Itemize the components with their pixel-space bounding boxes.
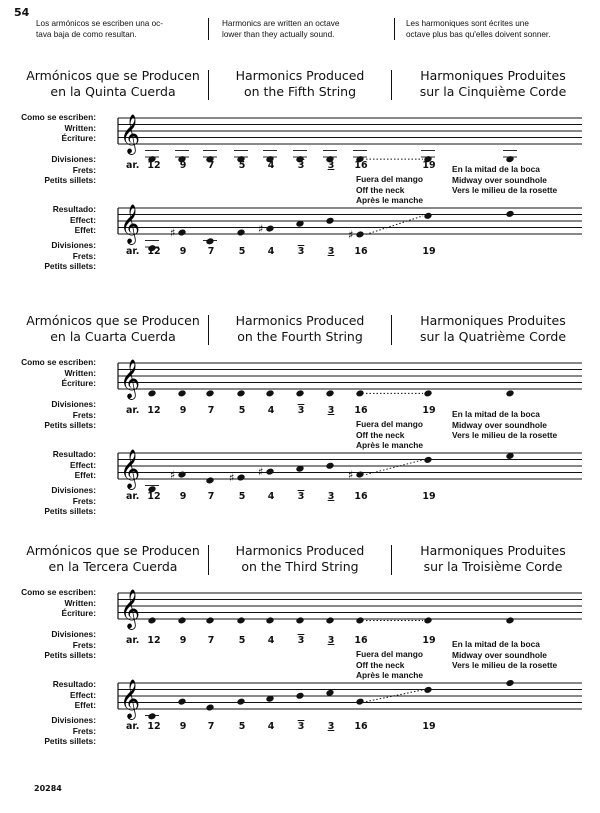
label-line: Frets:	[72, 164, 96, 175]
fret-number-lower: 3	[327, 246, 335, 257]
intro-french	[406, 18, 596, 40]
label-line: Effect:	[69, 689, 96, 700]
label-line: Divisiones:	[51, 240, 96, 250]
fret-prefix: ar.	[126, 635, 140, 646]
fret-number: 5	[238, 635, 246, 646]
fret-number: 3	[297, 635, 305, 646]
written-note-head	[505, 155, 514, 163]
written-note-head	[236, 616, 245, 624]
written-note-head	[147, 389, 156, 397]
effect-note-head	[355, 230, 364, 238]
effect-note-head	[205, 237, 214, 245]
intro-es-line: Los armónicos se escriben una oc-	[36, 19, 163, 28]
effect-note-head	[505, 679, 514, 687]
fret-number: 9	[179, 160, 187, 171]
label-line: Petits sillets:	[44, 650, 96, 660]
fret-number-lower: 19	[422, 491, 436, 502]
fret-number-lower: 3	[297, 246, 305, 257]
label-line: Effet:	[74, 700, 96, 710]
effect-note-head	[423, 686, 432, 694]
divider	[208, 18, 209, 40]
label-line: Effet:	[74, 470, 96, 480]
note-line: Vers le milieu de la rosette	[452, 660, 558, 670]
label-line: Resultado:	[52, 679, 96, 689]
fret-number-lower: 9	[179, 491, 187, 502]
fret-number-lower: 3	[297, 721, 305, 732]
plate-number: 20284	[34, 784, 62, 793]
fret-number: 12	[147, 635, 161, 646]
note-line: Off the neck	[356, 184, 405, 195]
fret-number: 16	[354, 160, 368, 171]
written-note-head	[295, 616, 304, 624]
note-line: Midway over soundhole	[452, 419, 547, 430]
intro-fr-line: octave plus bas qu'elles doivent sonner.	[406, 30, 551, 39]
label-line: Written:	[64, 597, 96, 608]
effect-note-head	[355, 698, 364, 706]
dotted-extension-line	[366, 216, 423, 235]
note-line: Off the neck	[356, 429, 405, 440]
written-note-head	[265, 389, 274, 397]
fret-number-lower: 4	[267, 491, 275, 502]
fret-number: 3	[297, 405, 305, 416]
fret-number-lower: 5	[238, 246, 246, 257]
note-line: Après le manche	[356, 440, 424, 450]
label-line: Petits sillets:	[44, 420, 96, 430]
heading-line: sur la Cinquième Corde	[419, 83, 567, 99]
fret-number-lower: 7	[207, 721, 215, 732]
heading-line: en la Tercera Cuerda	[48, 558, 178, 574]
fret-number: 4	[267, 635, 275, 646]
heading-line: on the Fifth String	[243, 83, 357, 99]
fret-number-lower: 3	[327, 491, 335, 502]
note-line: Vers le milieu de la rosette	[452, 185, 558, 195]
intro-es-line: tava baja de como resultan.	[36, 30, 137, 39]
label-line: Como se escriben:	[21, 587, 96, 597]
fret-number-lower: 9	[179, 721, 187, 732]
treble-clef-icon: 𝄞	[120, 359, 141, 399]
effect-note-head	[236, 228, 245, 236]
effect-note-head	[205, 703, 214, 711]
written-note-head	[177, 389, 186, 397]
effect-note-head	[177, 471, 186, 479]
label-line: Écriture:	[61, 133, 96, 143]
effect-note-head	[265, 468, 274, 476]
note-line: Après le manche	[356, 195, 424, 205]
fret-number: 4	[267, 405, 275, 416]
written-note-head	[295, 389, 304, 397]
written-note-head	[147, 616, 156, 624]
heading-line: Harmoniques Produites	[420, 68, 566, 83]
fret-number-lower: 16	[354, 491, 368, 502]
written-note-head	[265, 616, 274, 624]
heading-line: on the Third String	[241, 558, 359, 574]
label-line: Divisiones:	[51, 485, 96, 495]
effect-note-head	[295, 692, 304, 700]
fret-number: 16	[354, 635, 368, 646]
intro-en-line: lower than they actually sound.	[222, 30, 335, 39]
label-line: Frets:	[72, 495, 96, 506]
heading-line: Armónicos que se Producen	[26, 68, 200, 83]
label-line: Effect:	[69, 214, 96, 225]
off-the-neck-note	[356, 419, 423, 451]
written-note-head	[177, 616, 186, 624]
label-line: Como se escriben:	[21, 112, 96, 122]
effect-note-head	[355, 471, 364, 479]
fret-number-lower: 12	[147, 721, 161, 732]
label-line: Petits sillets:	[44, 736, 96, 746]
label-line: Écriture:	[61, 378, 96, 388]
effect-note-head	[177, 228, 186, 236]
fret-number: 7	[207, 635, 215, 646]
note-line: Après le manche	[356, 670, 424, 680]
treble-clef-icon: 𝄞	[120, 114, 141, 154]
treble-clef-icon: 𝄞	[120, 589, 141, 629]
fret-number: 7	[207, 160, 215, 171]
effect-note-head	[423, 212, 432, 220]
note-line: Midway over soundhole	[452, 649, 547, 660]
effect-note-head	[423, 456, 432, 464]
fret-prefix: ar.	[126, 160, 140, 171]
fret-number: 19	[422, 635, 436, 646]
label-line: Petits sillets:	[44, 261, 96, 271]
written-note-head	[325, 616, 334, 624]
note-line: En la mitad de la boca	[452, 164, 540, 174]
written-note-head	[355, 389, 364, 397]
section-fourth-string	[0, 313, 600, 516]
fret-number-lower: 7	[207, 246, 215, 257]
effect-note-head	[265, 225, 274, 233]
section-fifth-string	[0, 68, 600, 271]
soundhole-note	[452, 639, 557, 671]
label-line: Written:	[64, 367, 96, 378]
note-line: Fuera del mango	[356, 649, 424, 659]
note-line: Midway over soundhole	[452, 174, 547, 185]
effect-note-head	[177, 698, 186, 706]
fret-prefix: ar.	[126, 405, 140, 416]
treble-clef-icon: 𝄞	[120, 204, 141, 244]
label-line: Effet:	[74, 225, 96, 235]
effect-note-head	[236, 698, 245, 706]
fret-number-lower: 16	[354, 246, 368, 257]
written-note-head	[423, 389, 432, 397]
fret-number: 19	[422, 160, 436, 171]
section-third-string	[0, 543, 600, 746]
fret-number-lower: 3	[297, 491, 305, 502]
fret-number: 5	[238, 160, 246, 171]
fret-number-lower: 12	[147, 246, 161, 257]
fret-number-lower: 4	[267, 721, 275, 732]
note-line: Vers le milieu de la rosette	[452, 430, 558, 440]
fret-prefix: ar.	[126, 721, 140, 732]
soundhole-note	[452, 164, 557, 196]
sharp-icon: ♯	[348, 468, 354, 482]
written-note-head	[505, 389, 514, 397]
effect-note-head	[325, 217, 334, 225]
fret-number: 12	[147, 405, 161, 416]
intro-fr-line: Les harmoniques sont écrites une	[406, 19, 529, 28]
label-line: Divisiones:	[51, 629, 96, 639]
fret-number: 9	[179, 635, 187, 646]
fret-number: 7	[207, 405, 215, 416]
sharp-icon: ♯	[170, 226, 176, 240]
fret-number-lower: 19	[422, 246, 436, 257]
label-line: Frets:	[72, 725, 96, 736]
written-note-head	[205, 389, 214, 397]
fret-number-lower: 3	[327, 721, 335, 732]
fret-prefix: ar.	[126, 246, 140, 257]
label-line: Como se escriben:	[21, 357, 96, 367]
effect-note-head	[205, 476, 214, 484]
heading-line: Harmonics Produced	[235, 68, 365, 83]
fret-number-lower: 9	[179, 246, 187, 257]
fret-number-lower: 4	[267, 246, 275, 257]
label-line: Resultado:	[52, 204, 96, 214]
sharp-icon: ♯	[229, 471, 235, 485]
label-line: Petits sillets:	[44, 506, 96, 516]
intro-spanish	[36, 18, 206, 40]
heading-line: Harmonics Produced	[235, 543, 365, 558]
note-line: En la mitad de la boca	[452, 639, 540, 649]
label-line: Divisiones:	[51, 715, 96, 725]
fret-number: 9	[179, 405, 187, 416]
fret-number-lower: 5	[238, 491, 246, 502]
label-line: Frets:	[72, 250, 96, 261]
label-line: Divisiones:	[51, 154, 96, 164]
label-line: Frets:	[72, 409, 96, 420]
fret-number: 16	[354, 405, 368, 416]
sharp-icon: ♯	[258, 465, 264, 479]
intro-english	[222, 18, 392, 40]
heading-line: Armónicos que se Producen	[26, 313, 200, 328]
sharp-icon: ♯	[348, 228, 354, 242]
written-note-head	[355, 616, 364, 624]
fret-number-lower: 5	[238, 721, 246, 732]
label-line: Divisiones:	[51, 399, 96, 409]
intro-en-line: Harmonics are written an octave	[222, 19, 340, 28]
effect-note-head	[325, 462, 334, 470]
label-line: Resultado:	[52, 449, 96, 459]
label-line: Written:	[64, 122, 96, 133]
fret-number: 12	[147, 160, 161, 171]
treble-clef-icon: 𝄞	[120, 679, 141, 719]
off-the-neck-note	[356, 174, 423, 206]
label-line: Écriture:	[61, 608, 96, 618]
written-note-head	[423, 616, 432, 624]
heading-line: sur la Quatrième Corde	[419, 328, 567, 344]
fret-number-lower: 16	[354, 721, 368, 732]
note-line: En la mitad de la boca	[452, 409, 540, 419]
effect-note-head	[147, 712, 156, 720]
fret-number-lower: 12	[147, 491, 161, 502]
heading-line: Armónicos que se Producen	[26, 543, 200, 558]
fret-number: 3	[327, 160, 335, 171]
fret-number: 4	[267, 160, 275, 171]
off-the-neck-note	[356, 649, 423, 681]
heading-line: Harmoniques Produites	[420, 313, 566, 328]
heading-line: Harmoniques Produites	[420, 543, 566, 558]
treble-clef-icon: 𝄞	[120, 449, 141, 489]
written-note-head	[325, 389, 334, 397]
note-line: Off the neck	[356, 659, 405, 670]
fret-prefix: ar.	[126, 491, 140, 502]
heading-line: sur la Troisième Corde	[423, 558, 563, 574]
effect-note-head	[505, 210, 514, 218]
heading-line: en la Cuarta Cuerda	[50, 328, 176, 344]
fret-number: 3	[327, 405, 335, 416]
divider	[394, 18, 395, 40]
fret-number: 19	[422, 405, 436, 416]
sharp-icon: ♯	[258, 222, 264, 236]
label-line: Effect:	[69, 459, 96, 470]
soundhole-note	[452, 409, 557, 441]
heading-line: en la Quinta Cuerda	[50, 83, 176, 99]
fret-number: 3	[327, 635, 335, 646]
label-line: Frets:	[72, 639, 96, 650]
written-note-head	[205, 616, 214, 624]
fret-number-lower: 19	[422, 721, 436, 732]
heading-line: Harmonics Produced	[235, 313, 365, 328]
sharp-icon: ♯	[170, 468, 176, 482]
heading-line: on the Fourth String	[237, 328, 363, 344]
page-number: 54	[14, 6, 30, 19]
note-line: Fuera del mango	[356, 174, 424, 184]
written-note-head	[505, 616, 514, 624]
effect-note-head	[236, 473, 245, 481]
fret-number: 5	[238, 405, 246, 416]
note-line: Fuera del mango	[356, 419, 424, 429]
fret-number: 3	[297, 160, 305, 171]
fret-number-lower: 7	[207, 491, 215, 502]
label-line: Petits sillets:	[44, 175, 96, 185]
written-note-head	[236, 389, 245, 397]
